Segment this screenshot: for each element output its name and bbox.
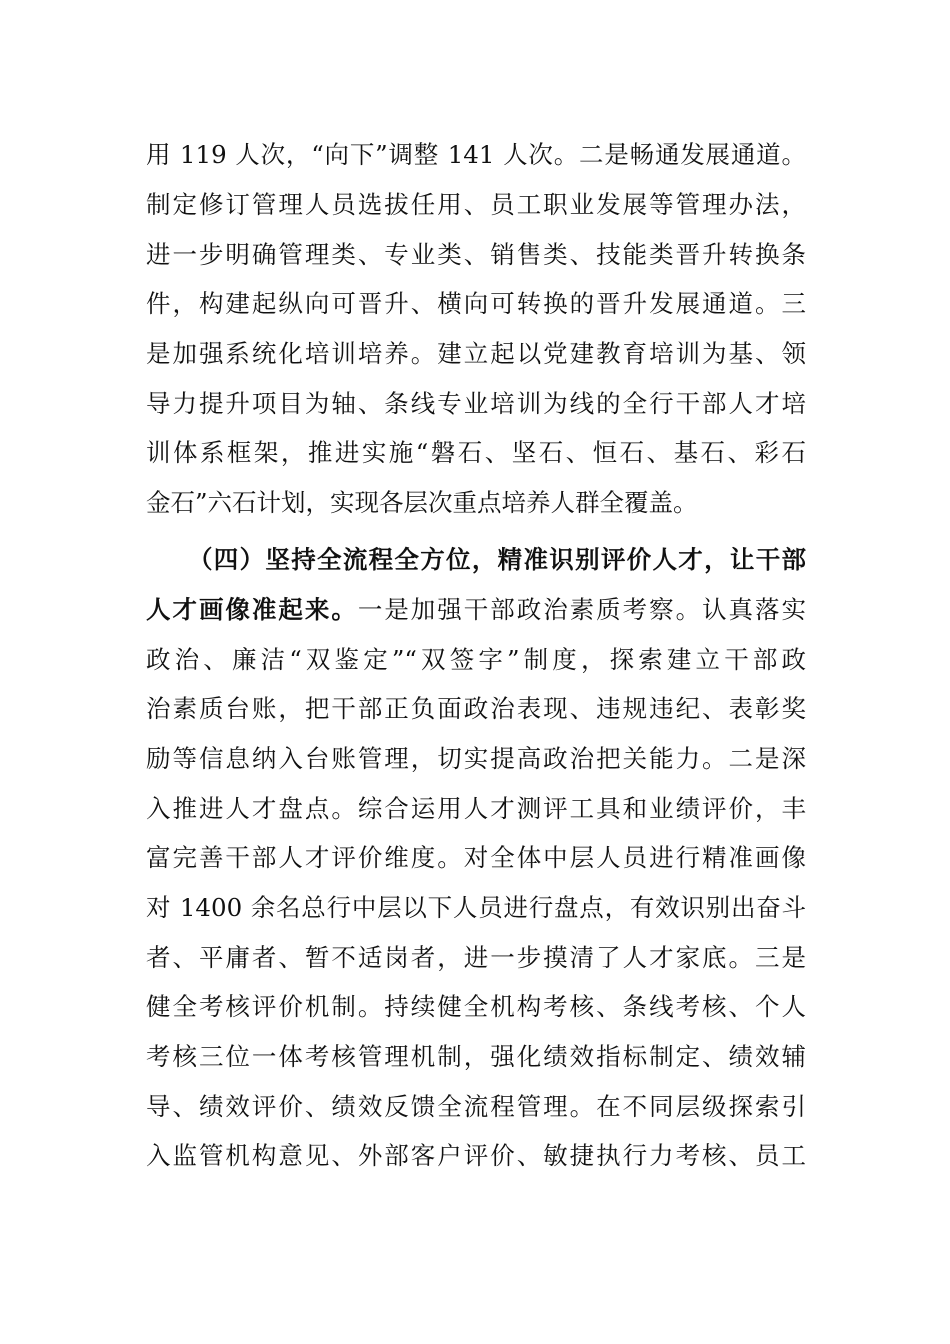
text-line: 治素质台账，把干部正负面政治表现、违规违纪、表彰奖 xyxy=(146,694,806,723)
text-line: 入推进人才盘点。综合运用人才测评工具和业绩评价，丰 xyxy=(146,794,806,823)
section-heading: （四）坚持全流程全方位，精准识别评价人才，让干部 xyxy=(188,545,806,574)
text-line: 政治、廉洁“双鉴定”“双签字”制度，探索建立干部政 xyxy=(146,645,806,674)
text-line: 导、绩效评价、绩效反馈全流程管理。在不同层级探索引 xyxy=(146,1092,806,1121)
text-line: 对 1400 余名总行中层以下人员进行盘点，有效识别出奋斗 xyxy=(146,893,806,922)
text-line: 件，构建起纵向可晋升、横向可转换的晋升发展通道。三 xyxy=(146,289,806,318)
text-line: 是加强系统化培训培养。建立起以党建教育培训为基、领 xyxy=(146,339,806,368)
text-line: 励等信息纳入台账管理，切实提高政治把关能力。二是深 xyxy=(146,744,806,773)
text-line: 金石”六石计划，实现各层次重点培养人群全覆盖。 xyxy=(146,488,698,517)
text-line: 入监管机构意见、外部客户评价、敏捷执行力考核、员工 xyxy=(146,1141,806,1170)
text-line: 健全考核评价机制。持续健全机构考核、条线考核、个人 xyxy=(146,992,806,1021)
text-line: 制定修订管理人员选拔任用、员工职业发展等管理办法， xyxy=(146,190,806,219)
text-line: 训体系框架，推进实施“磐石、坚石、恒石、基石、彩石 xyxy=(146,438,806,467)
text-line: 用 119 人次，“向下”调整 141 人次。二是畅通发展通道。 xyxy=(146,140,806,169)
text-line: 考核三位一体考核管理机制，强化绩效指标制定、绩效辅 xyxy=(146,1042,806,1071)
section-heading-end: 人才画像准起来。 xyxy=(146,595,358,624)
section-heading-rest: 一是加强干部政治素质考察。认真落实 xyxy=(357,595,806,624)
text-line: 导力提升项目为轴、条线专业培训为线的全行干部人才培 xyxy=(146,389,806,418)
text-line: 进一步明确管理类、专业类、销售类、技能类晋升转换条 xyxy=(146,240,806,269)
text-line xyxy=(146,590,806,630)
text-line: 富完善干部人才评价维度。对全体中层人员进行精准画像 xyxy=(146,843,806,872)
text-line: 者、平庸者、暂不适岗者，进一步摸清了人才家底。三是 xyxy=(146,943,806,972)
